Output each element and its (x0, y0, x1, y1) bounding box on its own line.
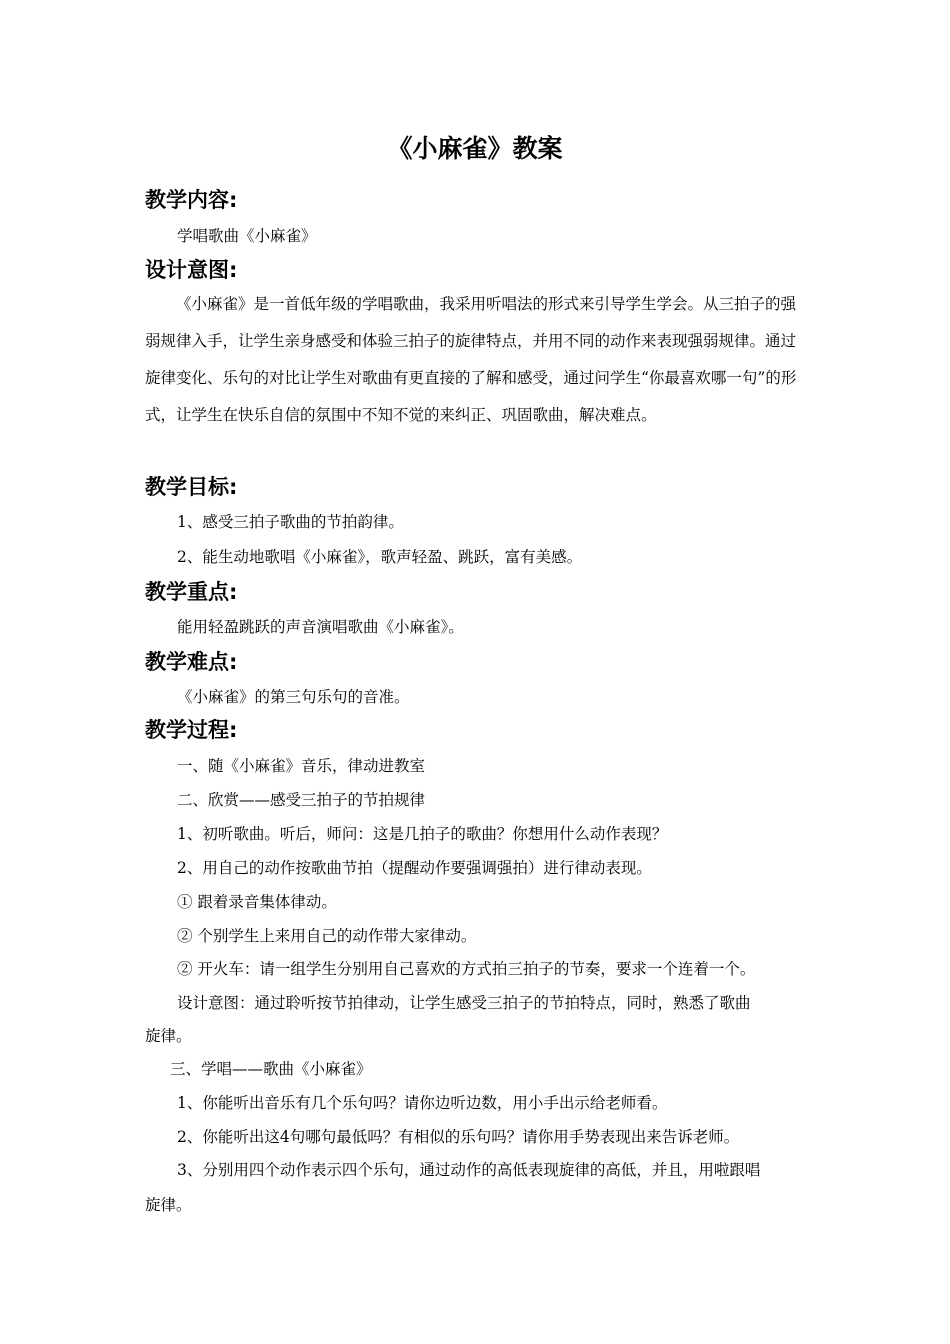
process-step-2: 二、欣赏——感受三拍子的节拍规律 (177, 791, 426, 809)
process-step-2-item-1: 1、初听歌曲。听后，师问：这是几拍子的歌曲？你想用什么动作表现？ (177, 825, 668, 843)
process-step-1: 一、随《小麻雀》音乐，律动进教室 (177, 757, 426, 775)
process-step-3-item-3-line-2: 旋律。 (145, 1196, 192, 1214)
process-step-3-item-3-line-1: 3、分别用四个动作表示四个乐句，通过动作的高低表现旋律的高低，并且，用啦跟唱 (177, 1161, 761, 1179)
heading-teaching-content: 教学内容: (145, 188, 238, 212)
heading-key-points: 教学重点: (145, 580, 238, 604)
process-step-2-design-line-1: 设计意图：通过聆听按节拍律动，让学生感受三拍子的节拍特点，同时，熟悉了歌曲 (177, 994, 751, 1012)
teaching-content-text: 学唱歌曲《小麻雀》 (177, 227, 317, 245)
process-step-2-item-3: ① 跟着录音集体律动。 (177, 893, 337, 911)
process-step-2-item-4: ② 个别学生上来用自己的动作带大家律动。 (177, 927, 477, 945)
goal-item-1: 1、感受三拍子歌曲的节拍韵律。 (177, 513, 404, 531)
key-points-text: 能用轻盈跳跃的声音演唱歌曲《小麻雀》。 (177, 618, 464, 636)
process-step-2-design-line-2: 旋律。 (145, 1027, 192, 1045)
process-step-3-item-1: 1、你能听出音乐有几个乐句吗？请你边听边数，用小手出示给老师看。 (177, 1094, 668, 1112)
heading-difficulties: 教学难点: (145, 650, 238, 674)
design-intent-paragraph: 《小麻雀》是一首低年级的学唱歌曲，我采用听唱法的形式来引导学生学会。从三拍子的强弱规律入手，让学生亲身感受和体验三拍子的旋律特点，并用不同的动作来表现强弱规律。通过旋律变化、乐句的对比让学生对歌曲有更直接的了解和感受，通过问学生“你最喜欢哪一句”的形式，让学生在快乐自信的氛围中不知不觉的来纠正、巩固歌曲，解决难点。 (145, 295, 797, 424)
goal-item-2: 2、能生动地歌唱《小麻雀》，歌声轻盈、跳跃，富有美感。 (177, 548, 583, 566)
process-step-3-item-2: 2、你能听出这4句哪句最低吗？有相似的乐句吗？请你用手势表现出来告诉老师。 (177, 1128, 740, 1146)
heading-teaching-process: 教学过程: (145, 718, 238, 742)
heading-teaching-goals: 教学目标: (145, 475, 238, 499)
document-title: 《小麻雀》教案 (387, 134, 563, 163)
process-step-2-item-5: ② 开火车：请一组学生分别用自己喜欢的方式拍三拍子的节奏，要求一个连着一个。 (177, 960, 756, 978)
difficulties-text: 《小麻雀》的第三句乐句的音准。 (177, 688, 410, 706)
process-step-2-item-2: 2、用自己的动作按歌曲节拍（提醒动作要强调强拍）进行律动表现。 (177, 859, 652, 877)
heading-design-intent: 设计意图: (145, 258, 238, 282)
process-step-3: 三、学唱——歌曲《小麻雀》 (170, 1060, 372, 1078)
